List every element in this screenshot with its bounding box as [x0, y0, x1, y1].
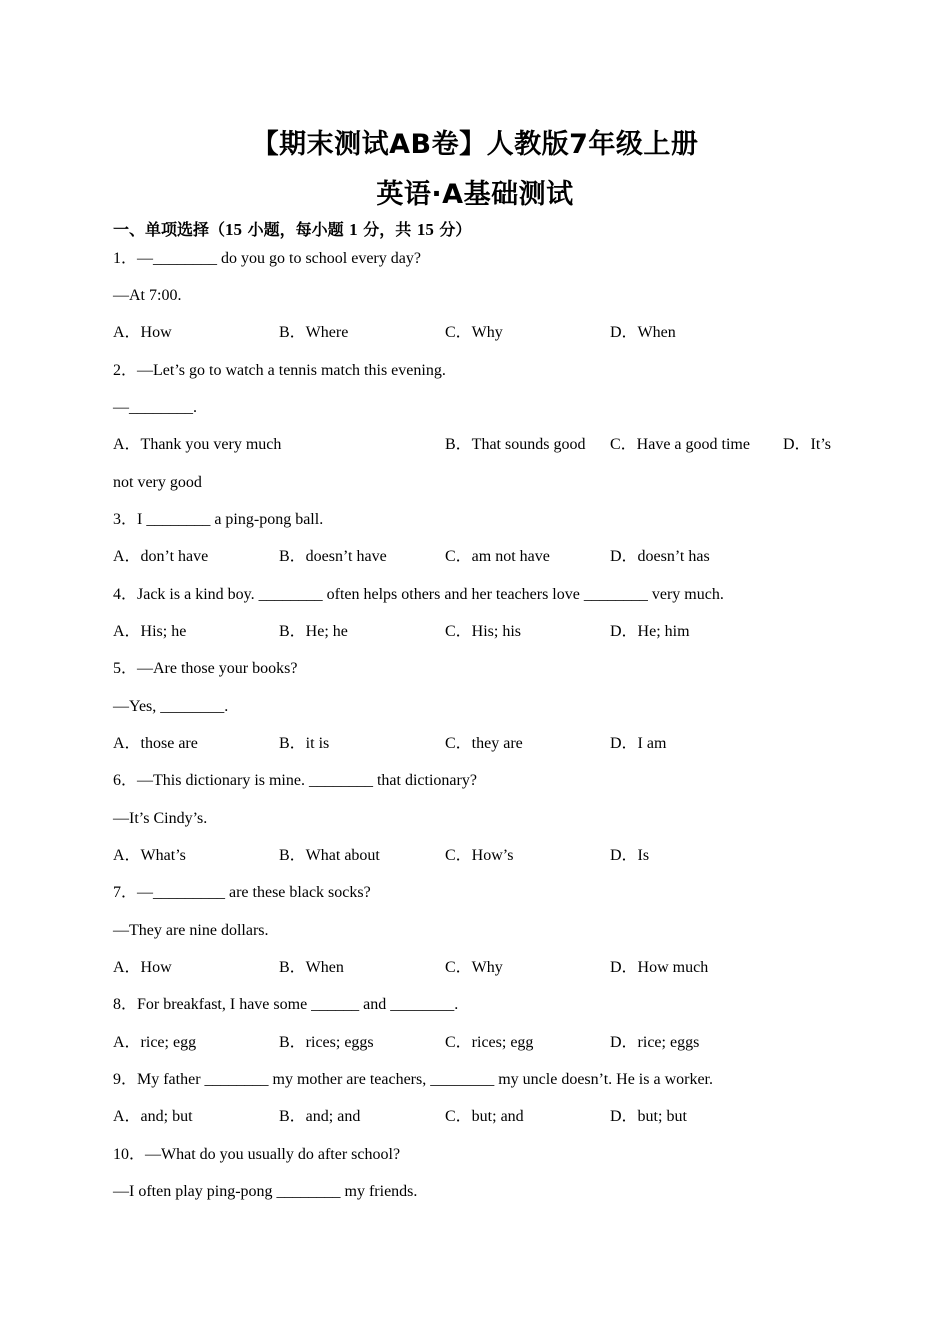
- question-10-stem: 10．—What do you usually do after school?: [113, 1146, 401, 1163]
- question-2-option-d-wrap: not very good: [113, 474, 202, 491]
- option-b: B．Where: [279, 324, 349, 341]
- question-7-stem: 7．—_________ are these black socks?: [113, 884, 371, 901]
- option-c: C．Why: [445, 959, 503, 976]
- option-b: B．What about: [279, 847, 380, 864]
- option-d: D．but; but: [610, 1108, 687, 1125]
- option-b: B．That sounds good: [445, 436, 586, 453]
- question-8-stem: 8．For breakfast, I have some ______ and ________.: [113, 996, 459, 1013]
- question-7-options: [113, 958, 853, 978]
- question-4-stem: 4．Jack is a kind boy. ________ often helps others and her teachers love ________ very much.: [113, 586, 724, 603]
- option-c: C．His; his: [445, 623, 522, 640]
- option-d: D．He; him: [610, 623, 690, 640]
- option-c: C．Why: [445, 324, 503, 341]
- option-b: B．He; he: [279, 623, 348, 640]
- option-a: A．rice; egg: [113, 1034, 197, 1051]
- option-b: B．When: [279, 959, 344, 976]
- document-subtitle: 英语·A基础测试: [376, 179, 574, 210]
- option-a: A．His; he: [113, 623, 187, 640]
- question-1-answer-line: —At 7:00.: [113, 287, 182, 304]
- option-b: B．it is: [279, 735, 330, 752]
- option-b: B．doesn’t have: [279, 548, 387, 565]
- question-6-options: [113, 846, 853, 866]
- option-a: A．those are: [113, 735, 198, 752]
- question-3-stem: 3．I ________ a ping-pong ball.: [113, 511, 324, 528]
- question-2-answer-line: —________.: [113, 399, 197, 416]
- option-a: A．and; but: [113, 1108, 193, 1125]
- option-d: D．How much: [610, 959, 709, 976]
- option-c: C．rices; egg: [445, 1034, 534, 1051]
- option-b: B．and; and: [279, 1108, 361, 1125]
- option-a: A．How: [113, 324, 172, 341]
- option-a: A．don’t have: [113, 548, 209, 565]
- question-3-options: [113, 547, 853, 567]
- question-9-options: [113, 1107, 853, 1127]
- option-d: D．Is: [610, 847, 650, 864]
- question-6-stem: 6．—This dictionary is mine. ________ that dictionary?: [113, 772, 477, 789]
- option-c: C．but; and: [445, 1108, 524, 1125]
- option-a: A．What’s: [113, 847, 186, 864]
- option-c: C．Have a good time: [610, 436, 750, 453]
- option-c: C．How’s: [445, 847, 514, 864]
- question-1-stem: 1．—________ do you go to school every day?: [113, 250, 421, 267]
- question-9-stem: 9．My father ________ my mother are teachers, ________ my uncle doesn’t. He is a worker.: [113, 1071, 713, 1088]
- option-d: D．It’s: [783, 436, 832, 453]
- question-5-answer-line: —Yes, ________.: [113, 698, 229, 715]
- question-10-answer-line: —I often play ping-pong ________ my friends.: [113, 1183, 418, 1200]
- option-b: B．rices; eggs: [279, 1034, 374, 1051]
- document-title: 【期末测试AB卷】人教版7年级上册: [251, 129, 699, 160]
- option-c: C．they are: [445, 735, 523, 752]
- question-6-answer-line: —It’s Cindy’s.: [113, 810, 208, 827]
- question-2-stem: 2．—Let’s go to watch a tennis match this evening.: [113, 362, 446, 379]
- option-d: D．I am: [610, 735, 667, 752]
- question-8-options: [113, 1033, 853, 1053]
- option-c: C．am not have: [445, 548, 550, 565]
- question-1-options: [113, 323, 853, 343]
- option-d: D．rice; eggs: [610, 1034, 700, 1051]
- question-7-answer-line: —They are nine dollars.: [113, 922, 269, 939]
- question-5-stem: 5．—Are those your books?: [113, 660, 298, 677]
- option-a: A．Thank you very much: [113, 436, 282, 453]
- option-d: D．When: [610, 324, 676, 341]
- section-heading: 一、单项选择（15 小题，每小题 1 分，共 15 分）: [113, 220, 472, 239]
- question-5-options: [113, 734, 853, 754]
- option-a: A．How: [113, 959, 172, 976]
- question-4-options: [113, 622, 853, 642]
- question-2-options: [113, 435, 853, 455]
- option-d: D．doesn’t has: [610, 548, 710, 565]
